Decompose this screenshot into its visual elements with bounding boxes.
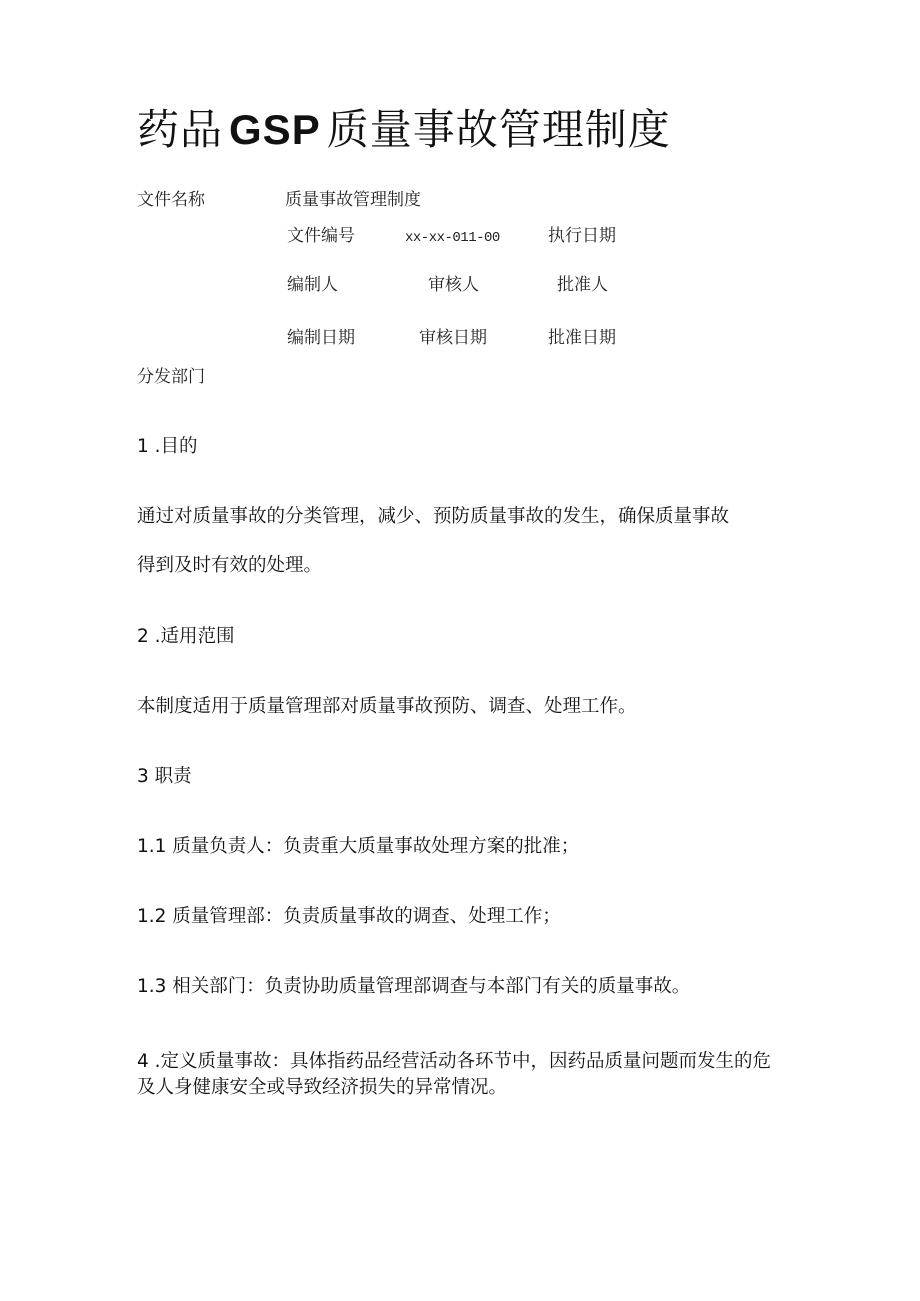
author-label: 编制人	[287, 275, 338, 295]
section-4-text: 4 .定义质量事故：具体指药品经营活动各环节中，因药品质量问题而发生的危及人身健康安全或导致经济损失的异常情况。	[137, 1051, 772, 1098]
file-name-value: 质量事故管理制度	[285, 190, 421, 210]
section-1-text-line-2: 得到及时有效的处理。	[137, 555, 323, 576]
author-date-label: 编制日期	[287, 328, 355, 348]
exec-date-label: 执行日期	[548, 226, 616, 246]
review-date-label: 审核日期	[419, 328, 487, 348]
approve-date-label: 批准日期	[548, 328, 616, 348]
file-number-value: xx-xx-011-00	[405, 230, 500, 246]
title-part-gsp: GSP	[229, 106, 321, 153]
section-3-heading: 3 职责	[137, 766, 192, 787]
distribution-dept-label: 分发部门	[137, 367, 205, 387]
reviewer-label: 审核人	[428, 275, 479, 295]
section-1-text-line-1: 通过对质量事故的分类管理，减少、预防质量事故的发生，确保质量事故	[137, 506, 730, 527]
title-part-2: 质量事故管理制度	[326, 105, 671, 154]
file-number-label: 文件编号	[287, 226, 355, 246]
section-2-text: 本制度适用于质量管理部对质量事故预防、调查、处理工作。	[137, 696, 637, 717]
section-2-heading: 2 .适用范围	[137, 626, 235, 647]
file-name-label: 文件名称	[137, 190, 205, 210]
section-3-item-2: 1.2 质量管理部：负责质量事故的调查、处理工作；	[137, 906, 561, 927]
title-part-1: 药品	[137, 105, 224, 154]
section-1-heading: 1 .目的	[137, 436, 198, 457]
section-3-item-1: 1.1 质量负责人：负责重大质量事故处理方案的批准；	[137, 836, 580, 857]
approver-label: 批准人	[557, 275, 608, 295]
document-title	[137, 104, 671, 156]
section-3-item-3: 1.3 相关部门：负责协助质量管理部调查与本部门有关的质量事故。	[137, 976, 691, 997]
